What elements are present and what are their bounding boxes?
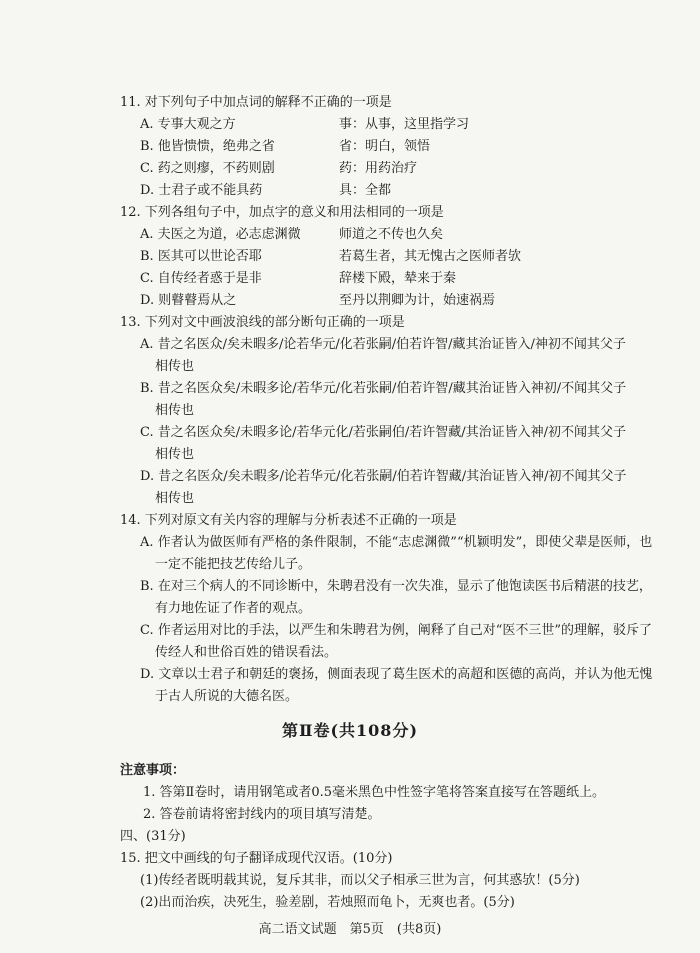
q13-option-b: B. 昔之名医众矣/未暇多论/若华元/化若张嗣/伯若许智/藏其治证皆入神初/不闻其父子	[140, 381, 627, 396]
q14-option-b: B. 在对三个病人的不同诊断中，朱聘君没有一次失准，显示了他饱读医书后精湛的技艺，	[140, 579, 652, 594]
q11-option-a-explain: 事：从事，这里指学习	[339, 117, 470, 132]
q12-option-c-pair: 辞楼下殿，辇来于秦	[339, 271, 457, 286]
q12-option-b-pair: 若葛生者，其无愧古之医师者欤	[339, 249, 522, 264]
q14-option-d: D. 文章以士君子和朝廷的褒扬，侧面表现了葛生医术的高超和医德的高尚，并认为他无愧	[140, 667, 653, 682]
q13-option-a: A. 昔之名医众/矣未暇多/论若华元/化若张嗣/伯若许智/藏其治证皆入/神初不闻其父子	[140, 337, 626, 352]
q13-stem: 13. 下列对文中画波浪线的部分断句正确的一项是	[120, 315, 405, 330]
q12-option-d: D. 则瞽瞽焉从之	[140, 293, 237, 308]
q12-option-b: B. 医其可以世论否耶	[140, 249, 262, 264]
q13-option-d-cont: 相传也	[155, 491, 195, 506]
q14-option-c-cont: 传经人和世俗百姓的错误看法。	[155, 645, 338, 660]
notice-item-2: 2. 答卷前请将密封线内的项目填写清楚。	[143, 807, 381, 822]
page-footer: 高二语文试题 第5页 (共8页)	[258, 922, 442, 937]
q11-option-d: D. 士君子或不能具药	[140, 183, 263, 198]
q14-option-d-cont: 于古人所说的大德名医。	[155, 689, 299, 704]
q15-stem: 15. 把文中画线的句子翻译成现代汉语。(10分)	[120, 851, 393, 866]
q11-option-c: C. 药之则瘳，不药则剧	[140, 161, 275, 176]
q13-option-d: D. 昔之名医众/矣未暇多/论若华元/化若张嗣/伯若许智藏/其治证皆入神/初不闻其父子	[140, 469, 627, 484]
q11-option-b: B. 他皆愦愦，绝弗之省	[140, 139, 275, 154]
q14-option-c: C. 作者运用对比的手法，以严生和朱聘君为例，阐释了自己对“医不三世”的理解，驳斥了	[140, 623, 653, 638]
q12-option-a-pair: 师道之不传也久矣	[339, 227, 444, 242]
q11-stem: 11. 对下列句子中加点词的解释不正确的一项是	[120, 95, 392, 110]
q13-option-a-cont: 相传也	[155, 359, 195, 374]
q13-option-b-cont: 相传也	[155, 403, 195, 418]
q14-option-a-cont: 一定不能把技艺传给儿子。	[155, 557, 312, 572]
q11-option-a: A. 专事大观之方	[140, 117, 236, 132]
q14-option-a: A. 作者认为做医师有严格的条件限制，不能“志虑渊微”“机颖明发”，即使父辈是医师，也	[140, 535, 653, 550]
q12-stem: 12. 下列各组句子中，加点字的意义和用法相同的一项是	[120, 205, 444, 220]
q11-option-b-explain: 省：明白，领悟	[339, 139, 431, 154]
q12-option-d-pair: 至丹以荆卿为计，始速祸焉	[339, 293, 496, 308]
q14-option-b-cont: 有力地佐证了作者的观点。	[155, 601, 312, 616]
q14-stem: 14. 下列对原文有关内容的理解与分析表述不正确的一项是	[120, 513, 457, 528]
notice-title: 注意事项：	[120, 763, 186, 778]
q13-option-c-cont: 相传也	[155, 447, 195, 462]
notice-item-1: 1. 答第Ⅱ卷时，请用钢笔或者0.5毫米黑色中性签字笔将答案直接写在答题纸上。	[143, 785, 606, 800]
q12-option-a: A. 夫医之为道，必志虑渊微	[140, 227, 301, 242]
q13-option-c: C. 昔之名医众矣/未暇多论/若华元化/若张嗣伯/若许智藏/其治证皆入神/初不闻其父子	[140, 425, 627, 440]
q15-item-2: (2)出而治疾，决死生，验差剧，若烛照而龟卜，无爽也者。(5分)	[140, 895, 515, 910]
part4-heading: 四、(31分)	[120, 829, 186, 844]
q11-option-c-explain: 药：用药治疗	[339, 161, 418, 176]
section-title: 第Ⅱ卷(共108分)	[281, 721, 419, 740]
q11-option-d-explain: 具：全都	[339, 183, 392, 198]
q12-option-c: C. 自传经者惑于是非	[140, 271, 262, 286]
q15-item-1: (1)传经者既明载其说，复斥其非，而以父子相承三世为言，何其惑欤！(5分)	[140, 873, 580, 888]
